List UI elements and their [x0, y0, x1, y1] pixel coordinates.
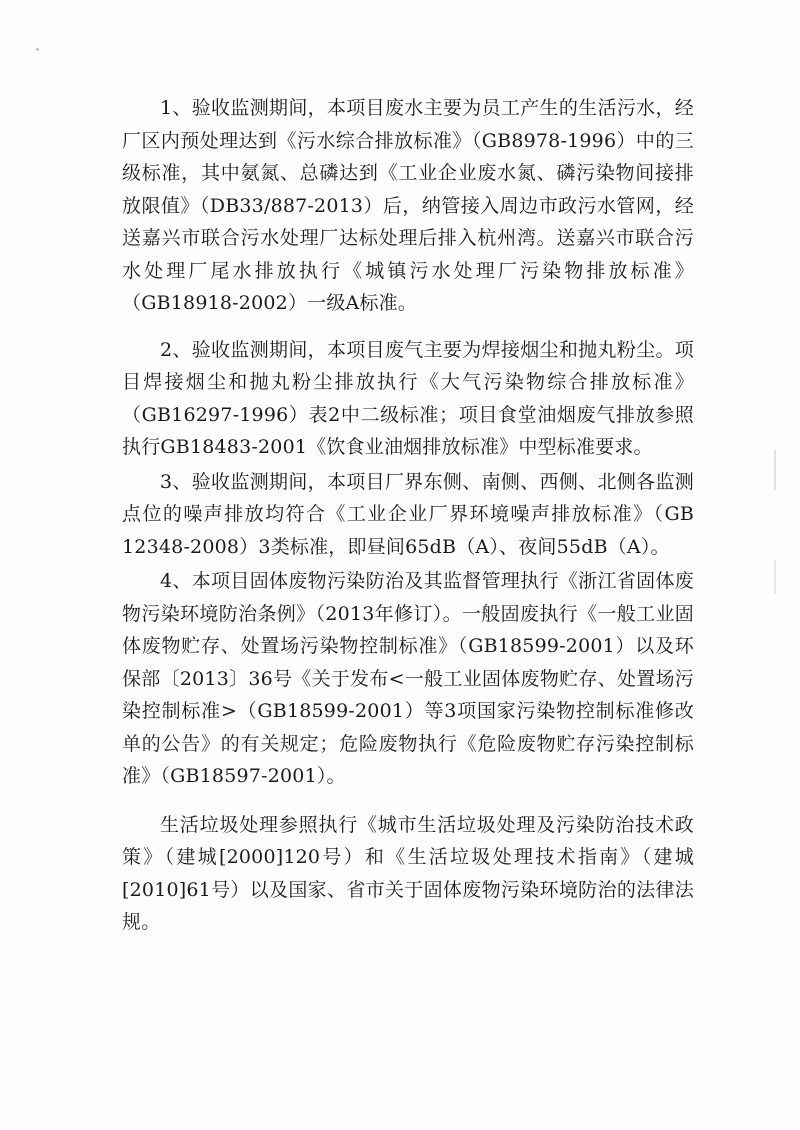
- paragraph-noise: 3、验收监测期间，本项目厂界东侧、南侧、西侧、北侧各监测点位的噪声排放均符合《工业企业厂界环境噪声排放标准》（GB 12348-2008）3类标准，即昼间65dB（A）、夜间55dB（A）。: [122, 470, 694, 558]
- scan-speck: [36, 48, 39, 51]
- scan-edge-mark: [774, 560, 794, 594]
- paragraph-domestic-garbage: 生活垃圾处理参照执行《城市生活垃圾处理及污染防治技术政策》（建城[2000]120号）和《生活垃圾处理技术指南》（建城[2010]61号）以及国家、省市关于固体废物污染环境防治的法律法规。: [122, 813, 694, 933]
- paragraph-exhaust-gas: 2、验收监测期间，本项目废气主要为焊接烟尘和抛丸粉尘。项目焊接烟尘和抛丸粉尘排放执行《大气污染物综合排放标准》（GB16297-1996）表2中二级标准；项目食堂油烟废气排放参照执行GB18483-2001《饮食业油烟排放标准》中型标准要求。: [122, 338, 694, 458]
- document-body: [122, 92, 694, 939]
- scan-edge-mark: [774, 450, 794, 490]
- paragraph-wastewater: 1、验收监测期间，本项目废水主要为员工产生的生活污水，经厂区内预处理达到《污水综合排放标准》（GB8978-1996）中的三级标准，其中氨氮、总磷达到《工业企业废水氮、磷污染物间接排放限值》（DB33/887-2013）后，纳管接入周边市政污水管网，经送嘉兴市联合污水处理厂达标处理后排入杭州湾。送嘉兴市联合污水处理厂尾水排放执行《城镇污水处理厂污染物排放标准》（GB18918-2002）一级A标准。: [122, 97, 694, 314]
- paragraph-solid-waste: 4、本项目固体废物污染防治及其监督管理执行《浙江省固体废物污染环境防治条例》（2013年修订）。一般固废执行《一般工业固体废物贮存、处置场污染物控制标准》（GB18599-2001）以及环保部〔2013〕36号《关于发布<一般工业固体废物贮存、处置场污染控制标准>（GB18599-2001）等3项国家污染物控制标准修改单的公告》的有关规定；危险废物执行《危险废物贮存污染控制标准》（GB18597-2001）。: [122, 570, 694, 787]
